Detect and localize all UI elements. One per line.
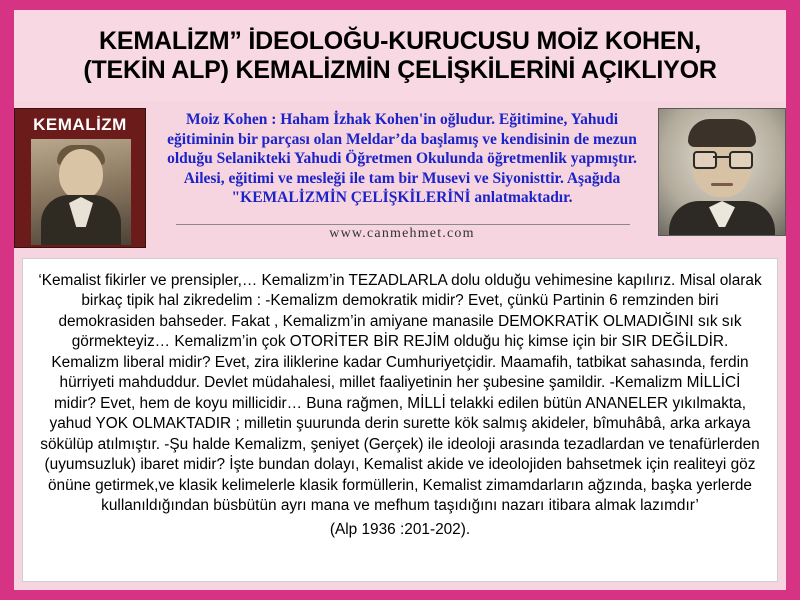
book-cover-title: KEMALİZM <box>33 115 127 134</box>
title-line-2: (TEKİN ALP) KEMALİZMİN ÇELİŞKİLERİNİ AÇIKLIYOR <box>83 56 717 84</box>
title-line-1: KEMALİZM” İDEOLOĞU-KURUCUSU MOİZ KOHEN, <box>99 26 701 55</box>
glasses-left-icon <box>693 151 717 169</box>
glasses-bridge-icon <box>713 156 729 158</box>
header-row <box>14 102 786 252</box>
glasses-right-icon <box>729 151 753 169</box>
photo-mouth <box>711 183 733 186</box>
book-cover-portrait <box>31 139 131 245</box>
body-text-panel <box>22 258 778 582</box>
portrait-face <box>59 149 103 199</box>
book-cover-image <box>14 108 146 248</box>
site-url: www.canmehmet.com <box>329 226 475 241</box>
caption-divider <box>176 224 630 225</box>
source-citation: (Alp 1936 :201-202). <box>329 520 471 538</box>
person-photo <box>658 108 786 236</box>
photo-hair <box>688 119 756 147</box>
caption-text: Moiz Kohen : Haham İzhak Kohen'in oğludur. Eğitimine, Yahudi eğitiminin bir parçası olan Meldar’da başlamış ve kendisinin de mezun olduğu Selanikteki Yahudi Öğretmen Okulunda öğretmenlik yapmıştır. Ailesi, eğitimi ve mesleği ile tam bir Musevi ve Siyonisttir. Aşağıda "KEMALİZMİN ÇELİŞKİLERİNİ anlatmaktadır. <box>167 111 637 207</box>
page-title <box>14 10 786 102</box>
body-paragraph: ‘Kemalist fikirler ve prensipler,… Kemalizm’in TEZADLARLA dolu olduğu vehimesine kapılırız. Misal olarak birkaç tipik hal zikredelim : -Kemalizm demokratik midir? Evet, çünkü Partinin 6 remzinden biri demokrasiden bahseder. Fakat , Kemalizm’in amiyane manasile DEMOKRATİK OLMADIĞINI sık sık görmekteyiz… Kemalizm’in çok OTORİTER BİR REJİM olduğu hiç kimse için bir SIR DEĞİLDİR. Kemalizm liberal midir? Evet, zira iliklerine kadar Cumhuriyetçidir. Maamafih, tatbikat sahasında, ferdin hürriyeti mahduddur. Devlet müdahalesi, millet faaliyetinin her şubesine şamildir. -Kemalizm MİLLİCİ midir? Evet, hem de koyu millicidir… Buna rağmen, MİLLİ telakki edilen bütün ANANELER yıkılmakta, yahud YOK OLMAKTADIR ; milletin şuurunda derin surette kök salmış akideler, bîmuhâbâ, arka arkaya sökülüp atılmıştır. -Şu halde Kemalizm, şeniyet (Gerçek) ile ideoloji arasında tezadlardan ve tenafürlerden (uyumsuzluk) ibaret midir? İşte bundan dolayı, Kemalist akide ve ideolojiden bahsetmek için realiteyi göz önüne getirmek,ve klasik kelimelerle klasik formüllerin, Kemalist zimamdarların ağzında, başka yerlerde kullanıldığından büsbütün ayrı mana ve mefhum taşıdığını nazarı itibara almak lazımdır’ <box>38 272 762 515</box>
